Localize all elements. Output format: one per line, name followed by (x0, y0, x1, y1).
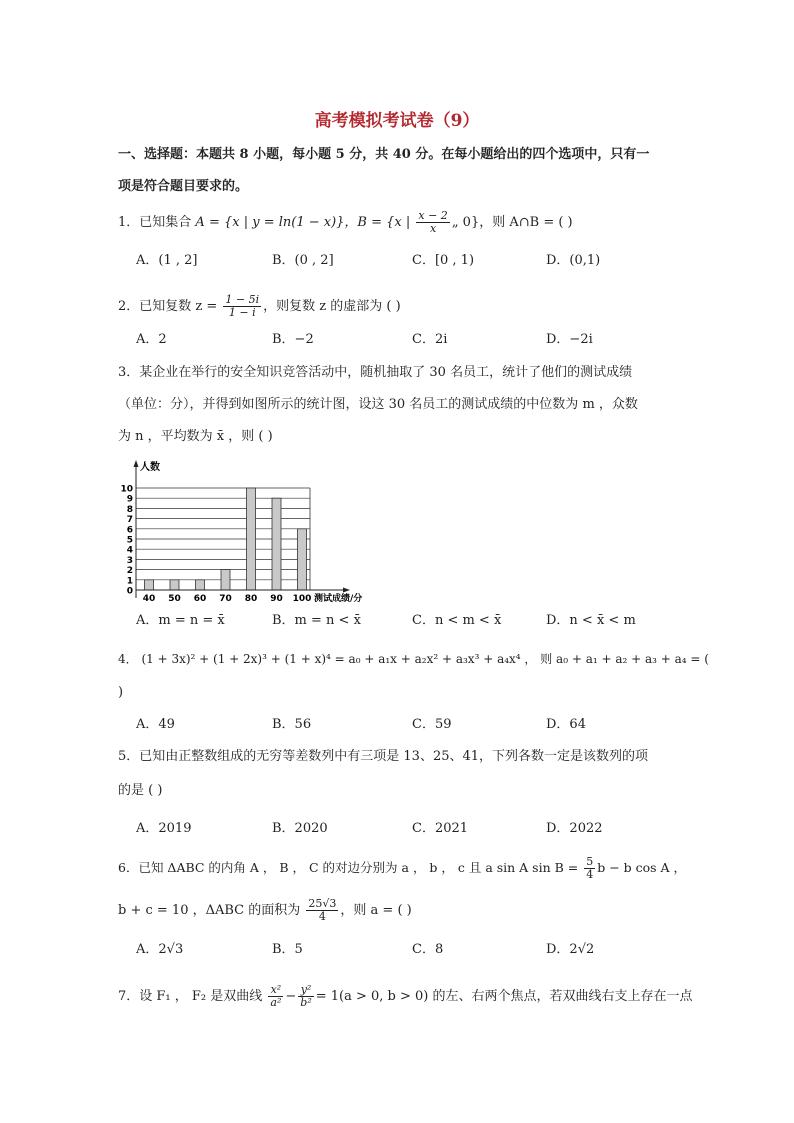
y-tick-label: 8 (126, 504, 133, 515)
q6-option-d: D．2√2 (546, 942, 595, 957)
q5-line1: 5．已知由正整数组成的无穷等差数列中有三项是 13、25、41，下列各数一定是该数列的项 (118, 749, 649, 764)
q1-set-b-pre: ，B = {x | (344, 215, 411, 230)
q2-option-c: C．2i (412, 332, 448, 347)
q6-frac2-num: 25√3 (308, 897, 337, 910)
q7-minus: − (285, 989, 297, 1004)
q1-option-c: C．[0 , 1) (412, 253, 475, 268)
q2-prefix: 2．已知复数 z = (118, 299, 218, 314)
x-tick-label: 80 (244, 594, 258, 604)
x-tick-label: 90 (270, 594, 283, 604)
q6-fraction-2 (306, 898, 338, 923)
q5-option-c: C．2021 (412, 821, 469, 836)
q1-option-a: A．(1 , 2] (136, 253, 198, 268)
q6-line1-pre: 6．已知 ΔABC 的内角 A ， B ， C 的对边分别为 a ， b ， c 且 a sin A sin B = (118, 860, 579, 875)
q2-option-b: B．−2 (272, 332, 314, 347)
x-tick-label: 60 (193, 594, 207, 604)
q7-suffix: = 1(a > 0, b > 0) 的左、右两个焦点，若双曲线右支上存在一点 (315, 989, 693, 1004)
x-tick-label: 40 (142, 594, 156, 604)
q6-option-a: A．2√3 (136, 942, 184, 957)
score-bar-chart (118, 458, 388, 608)
q6-option-b: B．5 (272, 942, 303, 957)
q5-option-d: D．2022 (546, 821, 603, 836)
q5-option-a: A．2019 (136, 821, 192, 836)
bar-100 (298, 529, 307, 590)
q1-frac-den: x (429, 222, 437, 235)
q4-line1: 4． (1 + 3x)² + (1 + 2x)³ + (1 + x)⁴ = a₀ + a₁x + a₂x² + a₃x³ + a₄x⁴ ， 则 a₀ + a₁ + a₂ + a₃ + a₄ = ( (118, 652, 709, 666)
q6-line2-post: ，则 a = ( ) (340, 903, 412, 918)
q1-option-b: B．(0 , 2] (272, 253, 334, 268)
y-tick-label: 3 (126, 555, 133, 566)
q2-suffix: ，则复数 z 的虚部为 ( ) (263, 299, 401, 314)
q4-option-c: C．59 (412, 717, 452, 732)
y-tick-label: 0 (126, 586, 133, 597)
q7-f2-den: b² (300, 996, 312, 1009)
q7-f2-num: y² (298, 984, 313, 997)
q6-option-c: C．8 (412, 942, 444, 957)
q1-suffix: ，则 A∩B = ( ) (479, 215, 573, 230)
chart-y-label: 人数 (140, 462, 160, 473)
q2-fraction (223, 294, 261, 319)
bar-80 (247, 488, 256, 590)
q3-line1: 3．某企业在举行的安全知识竞答活动中，随机抽取了 30 名员工，统计了他们的测试成绩 (118, 365, 633, 380)
q1-set-b-post: „ 0} (451, 215, 480, 230)
y-tick-label: 6 (126, 525, 133, 536)
q7-prefix: 7．设 F₁ ， F₂ 是双曲线 (118, 989, 263, 1004)
q4-option-a: A．49 (136, 717, 175, 732)
y-tick-label: 1 (126, 576, 133, 587)
question-1 (118, 210, 573, 235)
q6-frac2-den: 4 (318, 910, 326, 923)
q2-frac-num: 1 − 5i (225, 293, 260, 306)
q3-option-a: A．m = n = x̄ (136, 613, 225, 628)
q1-option-d: D．(0,1) (546, 253, 601, 268)
q7-f1-den: a² (270, 996, 282, 1009)
q2-option-d: D．−2i (546, 332, 593, 347)
q1-fraction (416, 210, 449, 235)
q7-line1 (118, 984, 693, 1009)
q3-line2: （单位：分），并得到如图所示的统计图，设这 30 名员工的测试成绩的中位数为 m ，众数 (118, 397, 638, 412)
q3-line3: 为 n ，平均数为 x̄ ，则 ( ) (118, 429, 273, 444)
chart-x-ticks (143, 594, 312, 604)
q4-option-b: B．56 (272, 717, 312, 732)
q7-fraction-x (268, 984, 283, 1009)
q5-option-b: B．2020 (272, 821, 328, 836)
q3-option-d: D．n < x̄ < m (546, 613, 636, 628)
chart-y-ticks (120, 485, 133, 597)
q2-frac-den: 1 − i (228, 306, 256, 319)
q6-line2-pre: b + c = 10 ，ΔABC 的面积为 (118, 903, 301, 918)
bar-60 (196, 580, 205, 590)
q5-line2: 的是 ( ) (118, 783, 163, 798)
q1-frac-num: x − 2 (418, 209, 448, 222)
page-title: 高考模拟考试卷（9） (314, 111, 480, 131)
q2-option-a: A．2 (136, 332, 167, 347)
x-axis-arrow-icon (343, 588, 350, 593)
q6-line1-post: b − b cos A ， (597, 860, 687, 875)
section-instructions-line2: 项是符合题目要求的。 (118, 179, 249, 194)
q6-line1 (118, 856, 686, 881)
y-tick-label: 2 (126, 566, 133, 577)
x-tick-label: 70 (219, 594, 232, 604)
y-axis-arrow-icon (134, 460, 139, 467)
q1-set-a: A = {x | y = ln(1 − x)} (195, 215, 345, 230)
q6-frac1-den: 4 (586, 868, 594, 881)
q6-frac1-num: 5 (586, 855, 594, 868)
q6-line2 (118, 898, 412, 923)
q3-option-b: B．m = n < x̄ (272, 613, 361, 628)
bar-90 (272, 498, 281, 590)
x-tick-label: 100 (292, 594, 312, 604)
bar-50 (170, 580, 179, 590)
x-tick-label: 50 (168, 594, 181, 604)
question-2 (118, 294, 401, 319)
q4-option-d: D．64 (546, 717, 586, 732)
bar-40 (145, 580, 154, 590)
bar-70 (221, 570, 230, 590)
y-tick-label: 7 (126, 515, 133, 526)
q3-option-c: C．n < m < x̄ (412, 613, 502, 628)
q4-line2: ) (118, 685, 124, 700)
y-tick-label: 9 (126, 494, 133, 505)
section-instructions-line1: 一、选择题：本题共 8 小题，每小题 5 分，共 40 分。在每小题给出的四个选项中，只有一 (118, 147, 650, 162)
q7-fraction-y (298, 984, 313, 1009)
y-tick-label: 4 (126, 545, 133, 556)
q7-f1-num: x² (268, 984, 283, 997)
q1-prefix: 1．已知集合 (118, 215, 192, 230)
chart-x-label: 测试成绩/分 (314, 594, 363, 604)
q6-fraction-1 (584, 856, 595, 881)
y-tick-label: 10 (120, 484, 133, 495)
y-tick-label: 5 (126, 535, 133, 546)
